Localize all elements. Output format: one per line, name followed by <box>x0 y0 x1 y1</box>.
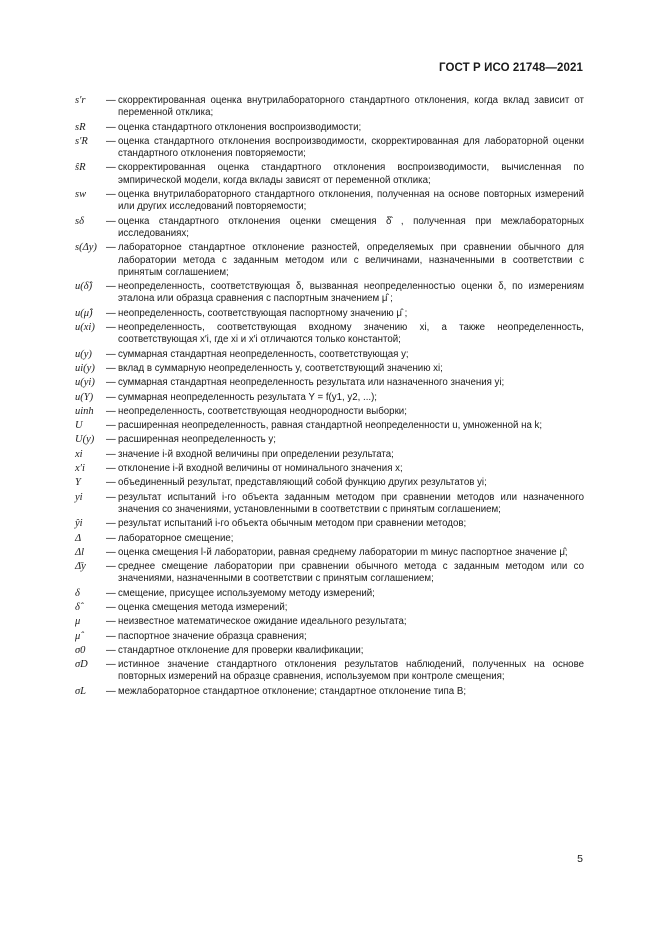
list-item <box>68 477 584 489</box>
term-symbol: u(μ̂) <box>75 307 93 319</box>
term-symbol: s′R <box>75 135 88 147</box>
list-item <box>68 686 584 698</box>
dash: — <box>106 601 116 613</box>
term-symbol: ŷi <box>75 518 83 530</box>
term-definition: значение i-й входной величины при определении результата; <box>118 448 394 460</box>
dash: — <box>106 362 116 374</box>
dash: — <box>106 532 116 544</box>
term-symbol: u(δ̂) <box>75 281 93 293</box>
term-definition: оценка стандартного отклонения воспроизводимости, скорректированная для лабораторной оценки стандартного отклонения повторяемости; <box>118 135 584 160</box>
dash: — <box>106 189 116 201</box>
list-item <box>68 281 584 306</box>
term-definition: оценка внутрилабораторного стандартного отклонения, полученная на основе повторных измерений или других исследований повторяемости; <box>118 189 584 213</box>
list-item <box>68 518 584 530</box>
list-item <box>68 659 584 684</box>
term-symbol: Y <box>75 477 81 489</box>
list-item <box>68 547 584 559</box>
term-definition: оценка стандартного отклонения воспроизводимости; <box>118 121 362 133</box>
term-definition: межлабораторное стандартное отклонение; стандартное отклонение типа B; <box>118 685 467 697</box>
term-definition: неопределенность, соответствующая неоднородности выборки; <box>118 405 407 417</box>
term-definition: паспортное значение образца сравнения; <box>118 630 307 642</box>
list-item <box>68 533 584 545</box>
dash: — <box>106 420 116 432</box>
term-definition: оценка смещения метода измерений; <box>118 601 288 613</box>
term-definition: результат испытаний i-го объекта заданным методом при сравнении методов или назначенного значения со значениями, установленными в соответствии с принятым соглашением; <box>118 491 584 515</box>
term-symbol: μ̂ <box>75 630 81 642</box>
term-symbol: ŝR <box>75 162 86 174</box>
document-header: ГОСТ Р ИСО 21748—2021 <box>438 62 583 74</box>
list-item <box>68 616 584 628</box>
term-symbol: sw <box>75 189 87 201</box>
term-symbol: u(y) <box>75 348 92 360</box>
list-item <box>68 216 584 241</box>
term-symbol: σ0 <box>75 644 86 656</box>
term-symbol: δ̂ <box>75 601 80 613</box>
dash: — <box>106 491 116 503</box>
term-definition: скорректированная оценка стандартного отклонения воспроизводимости, вычисленная по эмпирической модели, когда вклады зависят от переменной отклика; <box>118 162 584 186</box>
list-item <box>68 242 584 279</box>
term-symbol: xi <box>75 448 83 460</box>
dash: — <box>106 685 116 697</box>
term-definition: вклад в суммарную неопределенность y, соответствующий значению xi; <box>118 362 443 374</box>
dash: — <box>106 659 116 671</box>
term-symbol: uinh <box>75 405 94 417</box>
list-item <box>68 349 584 361</box>
list-item <box>68 392 584 404</box>
term-definition: отклонение i-й входной величины от номинального значения x; <box>118 463 403 475</box>
term-definition: стандартное отклонение для проверки квалификации; <box>118 644 364 656</box>
list-item <box>68 463 584 475</box>
term-definition: среднее смещение лаборатории при сравнении обычного метода с заданным методом или со значениями, назначенными в соответствии с принятым соглашением; <box>118 561 584 585</box>
term-definition: неопределенность, соответствующая δ, вызванная неопределенностью оценки δ, по измерениям эталона или образца сравнения с паспортным значением μ̂ ; <box>118 281 584 305</box>
term-symbol: Δ <box>75 532 82 544</box>
term-definition: лабораторное смещение; <box>118 532 234 544</box>
term-symbol: x′i <box>75 463 85 475</box>
list-item <box>68 449 584 461</box>
list-item <box>68 162 584 187</box>
term-symbol: σL <box>75 685 87 697</box>
term-symbol: μ <box>75 616 81 628</box>
term-symbol: yi <box>75 491 83 503</box>
dash: — <box>106 644 116 656</box>
list-item <box>68 136 584 161</box>
dash: — <box>106 95 116 106</box>
list-item <box>68 420 584 432</box>
dash: — <box>106 281 116 293</box>
dash: — <box>106 162 116 174</box>
term-symbol: σD <box>75 659 88 671</box>
dash: — <box>106 477 116 489</box>
dash: — <box>106 448 116 460</box>
term-definition: суммарная стандартная неопределенность результата или назначенного значения yi; <box>118 377 505 389</box>
term-definition: неопределенность, соответствующая паспортному значению μ̂ ; <box>118 307 408 319</box>
list-item <box>68 322 584 347</box>
symbols-list <box>68 95 584 700</box>
term-symbol: u(yi) <box>75 377 95 389</box>
term-symbol: sR <box>75 121 86 133</box>
dash: — <box>106 391 116 403</box>
dash: — <box>106 322 116 334</box>
term-definition: неизвестное математическое ожидание идеального результата; <box>118 616 407 628</box>
term-definition: расширенная неопределенность, равная стандартной неопределенности u, умноженной на k; <box>118 420 543 432</box>
term-symbol: s(Δy) <box>75 242 97 254</box>
list-item <box>68 377 584 389</box>
term-symbol: U <box>75 420 83 432</box>
dash: — <box>106 405 116 417</box>
term-definition: суммарная стандартная неопределенность, соответствующая y; <box>118 348 409 360</box>
term-symbol: ui(y) <box>75 362 95 374</box>
dash: — <box>106 307 116 319</box>
term-symbol: Δl <box>75 546 85 558</box>
term-symbol: δ <box>75 587 80 599</box>
dash: — <box>106 630 116 642</box>
term-definition: оценка стандартного отклонения оценки смещения δ̂ , полученная при межлабораторных исследованиях; <box>118 215 584 239</box>
term-definition: объединенный результат, представляющий собой функцию других результатов yi; <box>118 477 487 489</box>
list-item <box>68 406 584 418</box>
list-item <box>68 492 584 517</box>
dash: — <box>106 546 116 558</box>
dash: — <box>106 215 116 227</box>
dash: — <box>106 121 116 133</box>
term-definition: расширенная неопределенность y; <box>118 434 276 446</box>
term-symbol: s′r <box>75 95 86 106</box>
term-symbol: sδ <box>75 215 84 227</box>
term-definition: скорректированная оценка внутрилабораторного стандартного отклонения, когда вклад зависит от переменной отклика; <box>118 95 584 119</box>
term-definition: суммарная неопределенность результата Y = f(y1, y2, ...); <box>118 391 377 403</box>
term-definition: оценка смещения l-й лаборатории, равная среднему лаборатории m минус паспортное значение μ̂; <box>118 546 568 558</box>
term-definition: результат испытаний i-го объекта обычным методом при сравнении методов; <box>118 518 467 530</box>
list-item <box>68 308 584 320</box>
list-item <box>68 645 584 657</box>
dash: — <box>106 616 116 628</box>
dash: — <box>106 242 116 254</box>
dash: — <box>106 587 116 599</box>
dash: — <box>106 135 116 147</box>
dash: — <box>106 348 116 360</box>
dash: — <box>106 434 116 446</box>
term-definition: лабораторное стандартное отклонение разностей, определяемых при сравнении обычного для лаборатории метода с заданным методом или с величинами, назначенными в соответствии с принятым соглашением; <box>118 242 584 278</box>
list-item <box>68 122 584 134</box>
term-symbol: U(y) <box>75 434 95 446</box>
list-item <box>68 588 584 600</box>
term-symbol: u(xi) <box>75 322 95 334</box>
list-item <box>68 363 584 375</box>
term-definition: смещение, присущее используемому методу измерений; <box>118 587 375 599</box>
list-item <box>68 631 584 643</box>
dash: — <box>106 518 116 530</box>
page-number: 5 <box>577 853 583 865</box>
dash: — <box>106 561 116 573</box>
list-item <box>68 561 584 586</box>
term-definition: истинное значение стандартного отклонения результатов наблюдений, полученных на основе повторных измерений на образце сравнения, используемом при контроле смещения; <box>118 659 584 683</box>
list-item <box>68 434 584 446</box>
term-definition: неопределенность, соответствующая входному значению xi, а также неопределенность, соответствующая x′i, где xi и x′i отличаются только константой; <box>118 322 584 346</box>
list-item <box>68 95 584 120</box>
dash: — <box>106 377 116 389</box>
list-item <box>68 602 584 614</box>
list-item <box>68 189 584 214</box>
dash: — <box>106 463 116 475</box>
term-symbol: u(Y) <box>75 391 94 403</box>
term-symbol: Δ̄y <box>75 561 86 573</box>
